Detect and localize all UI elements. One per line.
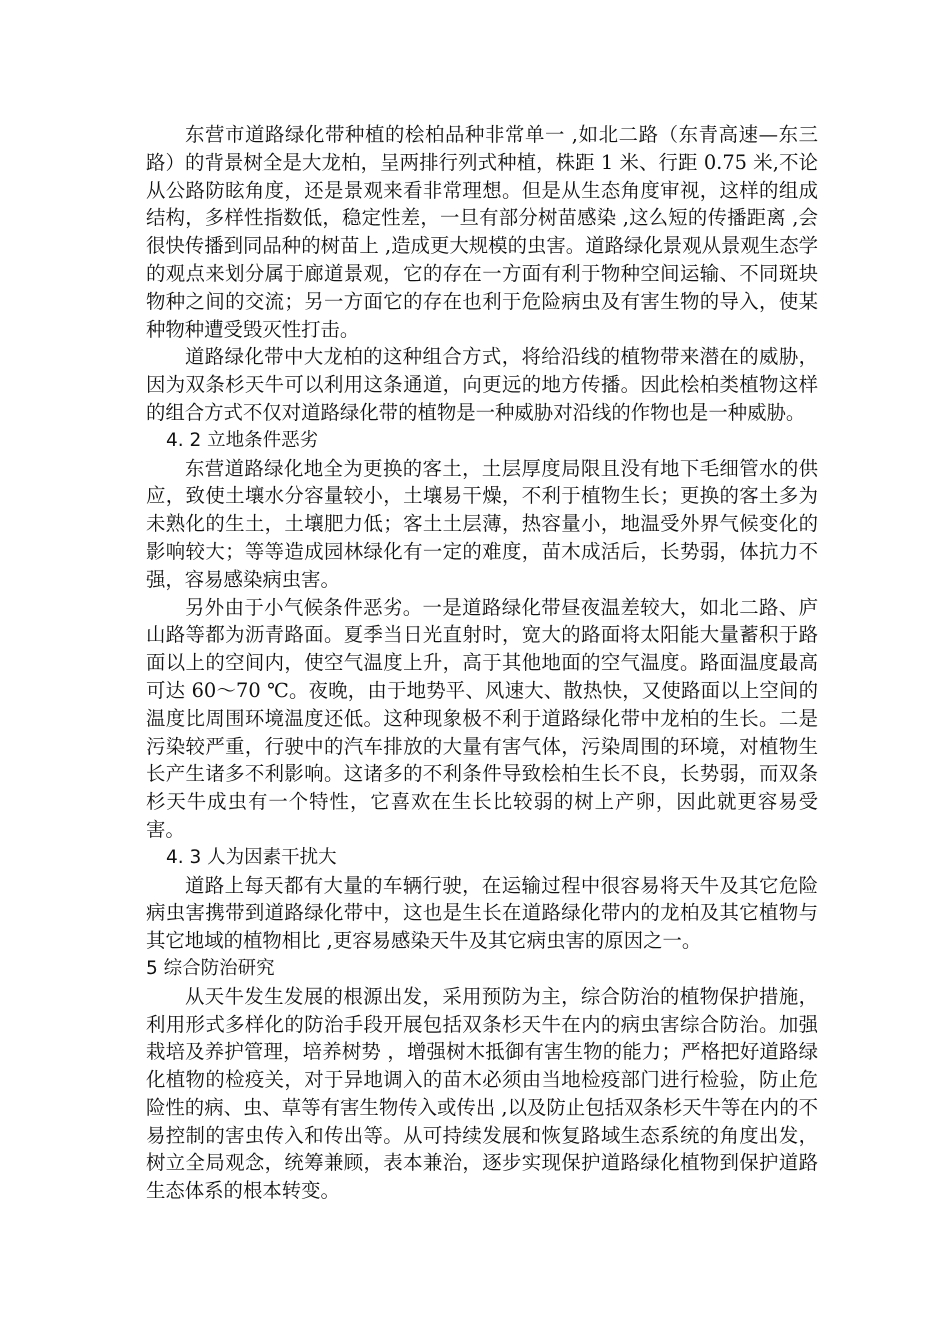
paragraph-4-3-1: 道路上每天都有大量的车辆行驶，在运输过程中很容易将天牛及其它危险病虫害携带到道路绿化带中，这也是生长在道路绿化带内的龙柏及其它植物与其它地域的植物相比 ,更容易感染天牛及其它病虫害的原因之一。: [146, 873, 818, 953]
section-heading-4-2: 4. 2 立地条件恶劣: [166, 429, 319, 451]
paragraph-4-2-1: 东营道路绿化地全为更换的客土，土层厚度局限且没有地下毛细管水的供应，致使土壤水分容量较小，土壤易干燥，不利于植物生长；更换的客土多为未熟化的生土，土壤肥力低；客土土层薄，热容量小，地温受外界气候变化的影响较大；等等造成园林绿化有一定的难度，苗木成活后，长势弱，体抗力不强，容易感染病虫害。: [146, 456, 818, 591]
section-heading-5: 5 综合防治研究: [146, 957, 275, 979]
paragraph-intro-2: 道路绿化带中大龙柏的这种组合方式，将给沿线的植物带来潜在的威胁，因为双条杉天牛可以利用这条通道，向更远的地方传播。因此桧柏类植物这样的组合方式不仅对道路绿化带的植物是一种威胁对沿线的作物也是一种威胁。: [146, 345, 818, 424]
paragraph-4-2-2: 另外由于小气候条件恶劣。一是道路绿化带昼夜温差较大，如北二路、庐山路等都为沥青路面。夏季当日光直射时，宽大的路面将太阳能大量蓄积于路面以上的空间内，使空气温度上升，高于其他地面的空气温度。路面温度最高可达 60～70 ℃。夜晚，由于地势平、风速大、散热快，又使路面以上空间的温度比周围环境温度还低。这种现象极不利于道路绿化带中龙柏的生长。二是污染较严重，行驶中的汽车排放的大量有害气体，污染周围的环境，对植物生长产生诸多不利影响。这诸多的不利条件导致桧柏生长不良，长势弱，而双条杉天牛成虫有一个特性，它喜欢在生长比较弱的树上产卵，因此就更容易受害。: [146, 595, 818, 841]
section-heading-4-3: 4. 3 人为因素干扰大: [166, 846, 337, 868]
paragraph-5-1: 从天牛发生发展的根源出发，采用预防为主，综合防治的植物保护措施，利用形式多样化的防治手段开展包括双条杉天牛在内的病虫害综合防治。加强栽培及养护管理，培养树势 ，增强树木抵御有害生物的能力；严格把好道路绿化植物的检疫关，对于异地调入的苗木必须由当地检疫部门进行检验，防止危险性的病、虫、草等有害生物传入或传出 ,以及防止包括双条杉天牛等在内的不易控制的害虫传入和传出等。从可持续发展和恢复路域生态系统的角度出发，树立全局观念，统筹兼顾，表本兼治，逐步实现保护道路绿化植物到保护道路生态体系的根本转变。: [146, 984, 818, 1203]
paragraph-intro-1: 东营市道路绿化带种植的桧柏品种非常单一 ,如北二路（东青高速—东三路）的背景树全是大龙柏，呈两排行列式种植，株距 1 米、行距 0.75 米,不论从公路防眩角度，还是景观来看非常理想。但是从生态角度审视，这样的组成结构，多样性指数低，稳定性差，一旦有部分树苗感染 ,这么短的传播距离 ,会很快传播到同品种的树苗上 ,造成更大规模的虫害。道路绿化景观从景观生态学的观点来划分属于廊道景观，它的存在一方面有利于物种空间运输、不同斑块物种之间的交流；另一方面它的存在也利于危险病虫及有害生物的导入，使某种物种遭受毁灭性打击。: [146, 123, 818, 341]
document-page: [146, 121, 818, 1205]
